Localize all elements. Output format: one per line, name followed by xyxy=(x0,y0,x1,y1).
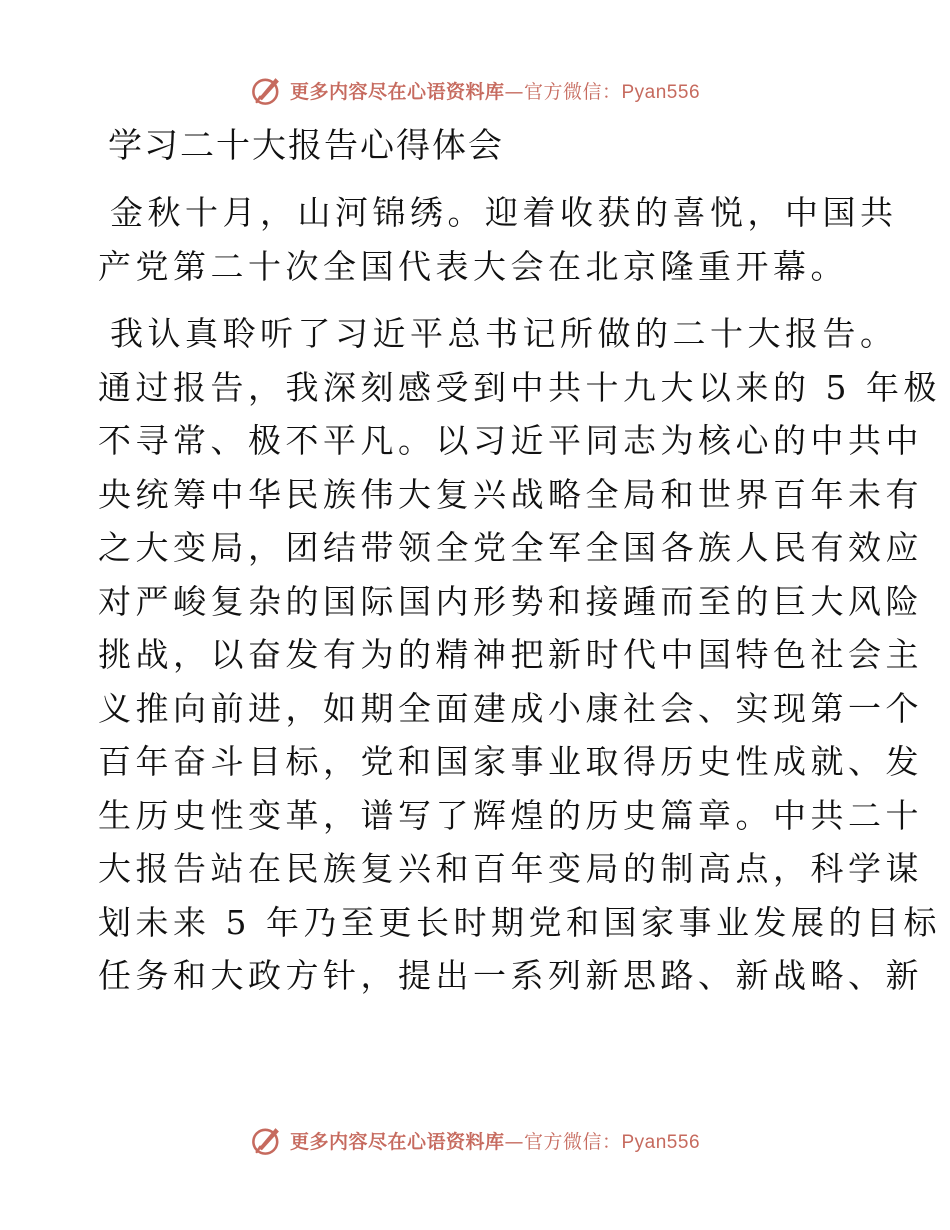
quill-logo-icon xyxy=(250,73,284,107)
paragraph-line: 大报告站在民族复兴和百年变局的制高点，科学谋 xyxy=(98,849,923,888)
paragraph-line: 百年奋斗目标，党和国家事业取得历史性成就、发 xyxy=(98,742,923,781)
watermark-text xyxy=(290,1127,700,1154)
paragraph-list xyxy=(98,186,941,1003)
paragraph xyxy=(98,186,898,293)
paragraph-line: 生历史性变革，谱写了辉煌的历史篇章。中共二十 xyxy=(98,795,923,835)
quill-logo-icon xyxy=(250,1123,284,1157)
paragraph-line: 之大变局，团结带领全党全军全国各族人民有效应 xyxy=(98,528,923,567)
watermark-brand xyxy=(250,73,700,107)
page-footer-watermark xyxy=(0,1120,950,1160)
watermark-id: Pyan556 xyxy=(621,1131,701,1153)
paragraph-line: 任务和大政方针，提出一系列新思路、新战略、新 xyxy=(98,956,923,995)
paragraph-line: 不寻常、极不平凡。以习近平同志为核心的中共中 xyxy=(98,421,923,460)
watermark-id: Pyan556 xyxy=(621,81,701,103)
paragraph-line: 央统筹中华民族伟大复兴战略全局和世界百年未有 xyxy=(98,474,923,514)
watermark-brand xyxy=(250,1123,700,1157)
paragraph-line: 产党第二十次全国代表大会在北京隆重开幕。 xyxy=(98,246,848,286)
paragraph-line: 通过报告，我深刻感受到中共十九大以来的 5 年极 xyxy=(98,367,941,407)
watermark-text xyxy=(290,77,700,104)
watermark-label: 官方微信： xyxy=(523,1130,622,1153)
paragraph-line: 挑战，以奋发有为的精神把新时代中国特色社会主 xyxy=(98,635,923,674)
paragraph-line: 金秋十月，山河锦绣。迎着收获的喜悦，中国共 xyxy=(110,193,898,232)
paragraph xyxy=(98,307,941,1003)
page-header-watermark xyxy=(0,70,950,110)
watermark-dash: — xyxy=(504,80,524,103)
document-title: 学习二十大报告心得体会 xyxy=(108,126,504,166)
paragraph-line: 我认真聆听了习近平总书记所做的二十大报告。 xyxy=(110,314,898,353)
watermark-main: 更多内容尽在心语资料库 xyxy=(289,80,505,103)
watermark-label: 官方微信： xyxy=(523,80,622,103)
watermark-dash: — xyxy=(504,1130,524,1153)
watermark-main: 更多内容尽在心语资料库 xyxy=(289,1130,505,1153)
paragraph-line: 义推向前进，如期全面建成小康社会、实现第一个 xyxy=(98,688,923,728)
paragraph-line: 对严峻复杂的国际国内形势和接踵而至的巨大风险 xyxy=(98,581,923,621)
paragraph-line: 划未来 5 年乃至更长时期党和国家事业发展的目标 xyxy=(98,902,941,942)
document-body xyxy=(98,120,941,1017)
